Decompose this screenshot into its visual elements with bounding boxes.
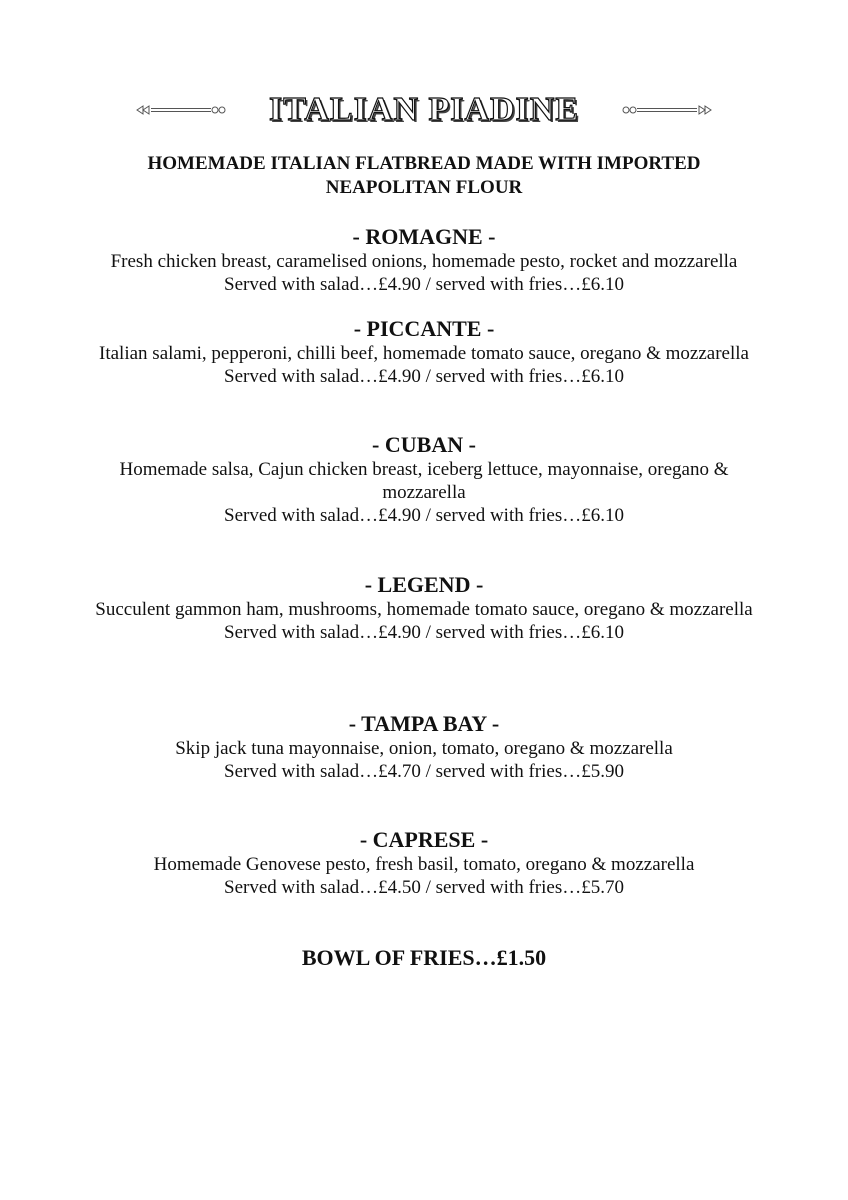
- item-name: - LEGEND -: [364, 572, 484, 597]
- item-name: - PICCANTE -: [353, 316, 495, 341]
- item-description: Skip jack tuna mayonnaise, onion, tomato, oregano & mozzarella: [175, 738, 673, 759]
- item-description: Fresh chicken breast, caramelised onions, homemade pesto, rocket and mozzarella: [110, 251, 738, 272]
- item-price: Served with salad…£4.90 / served with fries…£6.10: [224, 366, 624, 387]
- menu-item-caprese: [40, 827, 808, 899]
- item-description: Succulent gammon ham, mushrooms, homemade tomato sauce, oregano & mozzarella: [95, 599, 753, 620]
- menu-item-legend: [40, 572, 808, 644]
- item-description: Italian salami, pepperoni, chilli beef, homemade tomato sauce, oregano & mozzarella: [99, 343, 749, 364]
- item-description: Homemade Genovese pesto, fresh basil, tomato, oregano & mozzarella: [153, 854, 695, 875]
- menu-item-piccante: [40, 316, 808, 388]
- item-description: Homemade salsa, Cajun chicken breast, iceberg lettuce, mayonnaise, oregano & mozzarella: [119, 459, 729, 503]
- right-flourish-icon: [619, 103, 715, 117]
- item-price: Served with salad…£4.90 / served with fries…£6.10: [224, 622, 624, 643]
- item-name: - CAPRESE -: [359, 827, 489, 852]
- item-price: Served with salad…£4.50 / served with fries…£5.70: [224, 877, 624, 898]
- left-flourish-icon: [133, 103, 229, 117]
- bowl-of-fries-price: BOWL OF FRIES…£1.50: [301, 945, 547, 970]
- menu-item-tampa-bay: [40, 711, 808, 783]
- item-name: - CUBAN -: [372, 432, 476, 457]
- item-name: - ROMAGNE -: [352, 224, 496, 249]
- page-title: ITALIAN PIADINE: [268, 91, 580, 128]
- item-price: Served with salad…£4.70 / served with fries…£5.90: [224, 761, 624, 782]
- menu-item-romagne: [40, 224, 808, 296]
- title-row: [0, 88, 848, 132]
- item-name: - TAMPA BAY -: [348, 711, 500, 736]
- menu-subtitle: HOMEMADE ITALIAN FLATBREAD MADE WITH IMPORTED NEAPOLITAN FLOUR: [147, 153, 701, 198]
- item-price: Served with salad…£4.90 / served with fries…£6.10: [224, 505, 624, 526]
- menu-item-cuban: [40, 432, 808, 527]
- item-price: Served with salad…£4.90 / served with fries…£6.10: [224, 274, 624, 295]
